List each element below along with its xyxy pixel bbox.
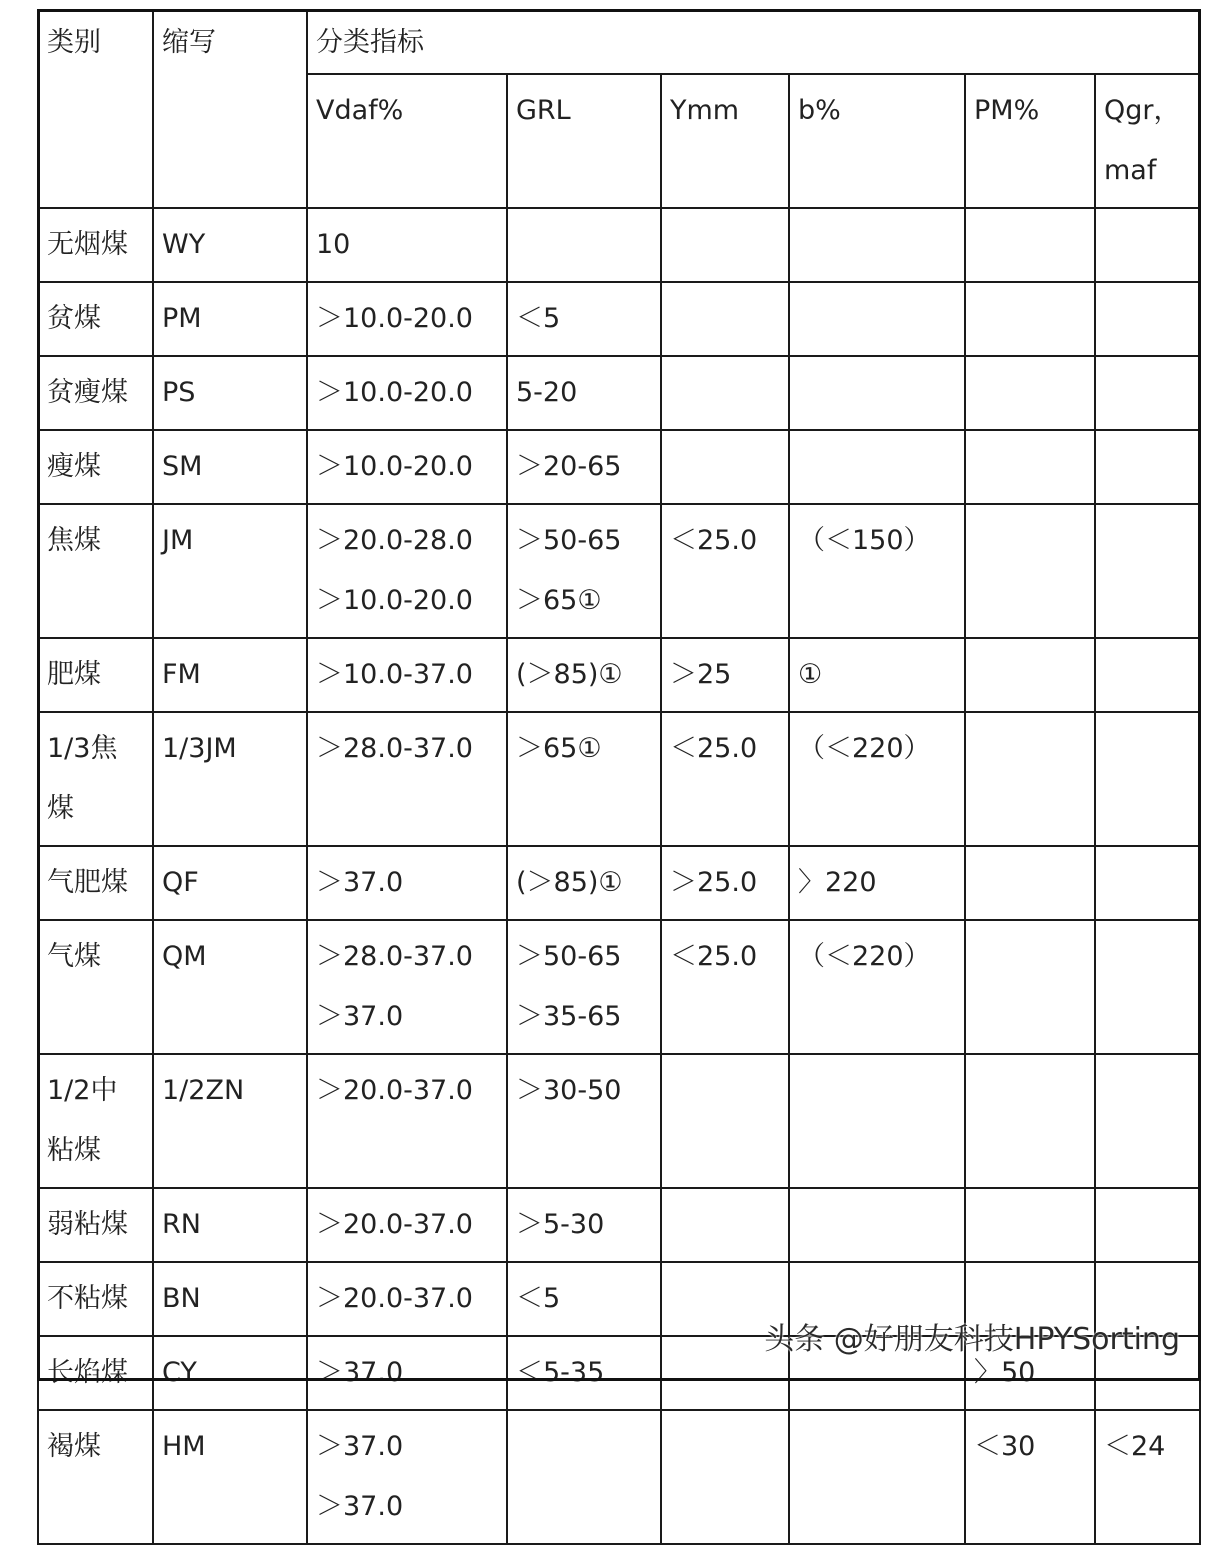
cell-grl [507,920,661,1054]
cell-ymm [661,430,789,504]
cell-grl [507,430,661,504]
cell-b [789,1410,965,1544]
cell-grl [507,1336,661,1410]
cell-category [38,1054,153,1188]
cell-vdaf [307,1054,507,1188]
cell-b [789,920,965,1054]
table-row [38,1188,1200,1262]
cell-vdaf [307,712,507,846]
cell-abbreviation [153,504,307,638]
cell-ymm [661,638,789,712]
cell-pm [965,356,1095,430]
cell-category [38,504,153,638]
cell-qgr [1095,638,1200,712]
cell-ymm [661,846,789,920]
cell-pm [965,638,1095,712]
cell-ymm [661,208,789,282]
cell-vdaf [307,208,507,282]
header-row-1 [38,10,1200,74]
cell-ymm [661,920,789,1054]
cell-grl [507,282,661,356]
cell-pm [965,712,1095,846]
cell-abbreviation [153,282,307,356]
header-qgr: Qgr， maf [1095,74,1200,208]
cell-ymm [661,356,789,430]
cell-text: ＞10.0-20.0 [316,451,473,482]
cell-text: ＞20-65 [516,451,622,482]
cell-pm [965,208,1095,282]
cell-text: CY [162,1357,197,1388]
cell-pm [965,1410,1095,1544]
cell-vdaf [307,282,507,356]
cell-qgr [1095,356,1200,430]
cell-text: ＜25.0 [670,525,758,556]
cell-text: ＞10.0-20.0 [316,585,473,616]
cell-text: ＞37.0 [316,1491,404,1522]
cell-vdaf [307,1188,507,1262]
cell-text: （＜220） [798,733,931,764]
cell-b [789,282,965,356]
cell-text: ＞10.0-37.0 [316,659,473,690]
cell-text: ＜30 [974,1431,1036,1462]
cell-b [789,1188,965,1262]
header-category: 类别 [38,10,153,208]
cell-qgr [1095,1054,1200,1188]
cell-vdaf [307,638,507,712]
cell-text: ＜25.0 [670,941,758,972]
cell-text: ＞28.0-37.0 [316,941,473,972]
cell-abbreviation [153,712,307,846]
cell-abbreviation [153,1336,307,1410]
cell-abbreviation [153,1054,307,1188]
cell-abbreviation [153,1188,307,1262]
cell-pm [965,504,1095,638]
cell-abbreviation [153,208,307,282]
cell-text: ＞37.0 [316,1431,404,1462]
cell-text: 1/3JM [162,733,237,764]
cell-text: ＜5 [516,303,561,334]
cell-text: 煤 [47,793,74,824]
cell-category [38,356,153,430]
header-b: b% [789,74,965,208]
cell-abbreviation [153,846,307,920]
cell-text: 气煤 [47,941,101,972]
header-pm: PM% [965,74,1095,208]
cell-grl [507,208,661,282]
cell-category [38,1188,153,1262]
cell-text: QF [162,867,199,898]
cell-text: ＞37.0 [316,1357,404,1388]
table-row [38,282,1200,356]
cell-text: 褐煤 [47,1431,101,1462]
cell-ymm [661,1410,789,1544]
cell-vdaf [307,1262,507,1336]
cell-category [38,430,153,504]
cell-category [38,846,153,920]
cell-category [38,208,153,282]
cell-text: 贫煤 [47,303,101,334]
cell-text: ＜5-35 [516,1357,605,1388]
cell-text: ＞10.0-20.0 [316,303,473,334]
table-row [38,712,1200,846]
cell-abbreviation [153,638,307,712]
cell-text: QM [162,941,207,972]
cell-text: ＞37.0 [316,867,404,898]
cell-text: 1/2ZN [162,1075,245,1106]
table-row [38,356,1200,430]
cell-pm [965,1054,1095,1188]
table-row [38,638,1200,712]
cell-text: 〉220 [798,867,877,898]
cell-ymm [661,1054,789,1188]
cell-vdaf [307,430,507,504]
cell-b [789,1054,965,1188]
cell-vdaf [307,504,507,638]
cell-vdaf [307,1336,507,1410]
cell-text: ＜25.0 [670,733,758,764]
cell-text: JM [162,525,194,556]
cell-pm [965,282,1095,356]
cell-pm [965,430,1095,504]
table-row [38,208,1200,282]
cell-grl [507,1188,661,1262]
cell-b [789,638,965,712]
cell-text: ＞20.0-37.0 [316,1283,473,1314]
cell-text: ＜24 [1104,1431,1166,1462]
cell-text: ＞20.0-28.0 [316,525,473,556]
cell-b [789,504,965,638]
cell-text: ＞10.0-20.0 [316,377,473,408]
cell-text: (＞85)① [516,659,623,690]
cell-text: 5-20 [516,377,578,408]
cell-grl [507,356,661,430]
cell-qgr [1095,208,1200,282]
table-row [38,504,1200,638]
cell-qgr [1095,1410,1200,1544]
cell-pm [965,846,1095,920]
cell-category [38,712,153,846]
cell-category [38,920,153,1054]
cell-text: 贫瘦煤 [47,377,128,408]
cell-qgr [1095,712,1200,846]
cell-b [789,208,965,282]
cell-abbreviation [153,1410,307,1544]
cell-text: WY [162,229,206,260]
header-grl: GRL [507,74,661,208]
header-ymm: Ymm [661,74,789,208]
watermark: 头条 @好朋友科技HPYSorting [764,1322,1180,1357]
cell-text: PM [162,303,202,334]
cell-category [38,1410,153,1544]
cell-vdaf [307,356,507,430]
cell-qgr [1095,920,1200,1054]
cell-text: ＞35-65 [516,1001,622,1032]
cell-category [38,638,153,712]
cell-b [789,356,965,430]
cell-text: PS [162,377,196,408]
cell-text: ＞25.0 [670,867,758,898]
cell-text: 1/3焦 [47,733,118,764]
cell-category [38,282,153,356]
cell-b [789,430,965,504]
cell-text: ＜5 [516,1283,561,1314]
cell-b [789,712,965,846]
cell-text: ＞30-50 [516,1075,622,1106]
cell-grl [507,1054,661,1188]
cell-b [789,846,965,920]
cell-ymm [661,504,789,638]
cell-abbreviation [153,1262,307,1336]
table-row [38,1054,1200,1188]
cell-text: （＜150） [798,525,931,556]
cell-text: SM [162,451,203,482]
cell-text: ＞50-65 [516,525,622,556]
header-abbreviation: 缩写 [153,10,307,208]
cell-vdaf [307,846,507,920]
header-classification-index: 分类指标 [307,10,1200,74]
cell-text: ＞50-65 [516,941,622,972]
cell-grl [507,1410,661,1544]
cell-ymm [661,1188,789,1262]
cell-text: ＞5-30 [516,1209,605,1240]
cell-grl [507,1262,661,1336]
cell-qgr [1095,430,1200,504]
cell-text: 气肥煤 [47,867,128,898]
cell-text: RN [162,1209,201,1240]
cell-text: ① [798,659,823,690]
cell-vdaf [307,1410,507,1544]
table-row [38,1410,1200,1544]
cell-text: ＞37.0 [316,1001,404,1032]
cell-text: FM [162,659,201,690]
cell-grl [507,846,661,920]
cell-pm [965,1188,1095,1262]
cell-text: 肥煤 [47,659,101,690]
cell-text: （＜220） [798,941,931,972]
cell-text: 弱粘煤 [47,1209,128,1240]
cell-text: ＞65① [516,733,602,764]
cell-text: 瘦煤 [47,451,101,482]
header-vdaf: Vdaf% [307,74,507,208]
cell-grl [507,638,661,712]
cell-qgr [1095,282,1200,356]
cell-category [38,1336,153,1410]
cell-vdaf [307,920,507,1054]
cell-text: 不粘煤 [47,1283,128,1314]
cell-text: 〉50 [974,1357,1036,1388]
cell-ymm [661,282,789,356]
cell-abbreviation [153,356,307,430]
cell-text: ＞28.0-37.0 [316,733,473,764]
cell-abbreviation [153,430,307,504]
cell-ymm [661,712,789,846]
cell-qgr [1095,846,1200,920]
cell-qgr [1095,1188,1200,1262]
cell-text: 1/2中 [47,1075,118,1106]
cell-text: ＞20.0-37.0 [316,1209,473,1240]
cell-text: BN [162,1283,201,1314]
cell-text: ＞25 [670,659,732,690]
cell-abbreviation [153,920,307,1054]
cell-text: 10 [316,229,351,260]
table-row [38,430,1200,504]
cell-category [38,1262,153,1336]
cell-text: (＞85)① [516,867,623,898]
cell-text: ＞20.0-37.0 [316,1075,473,1106]
cell-grl [507,504,661,638]
cell-text: HM [162,1431,206,1462]
cell-text: 焦煤 [47,525,101,556]
cell-grl [507,712,661,846]
table-row [38,846,1200,920]
cell-qgr [1095,504,1200,638]
cell-text: 粘煤 [47,1135,101,1166]
cell-text: ＞65① [516,585,602,616]
cell-pm [965,920,1095,1054]
table-row [38,920,1200,1054]
cell-text: 无烟煤 [47,229,128,260]
cell-text: 长焰煤 [47,1357,128,1388]
